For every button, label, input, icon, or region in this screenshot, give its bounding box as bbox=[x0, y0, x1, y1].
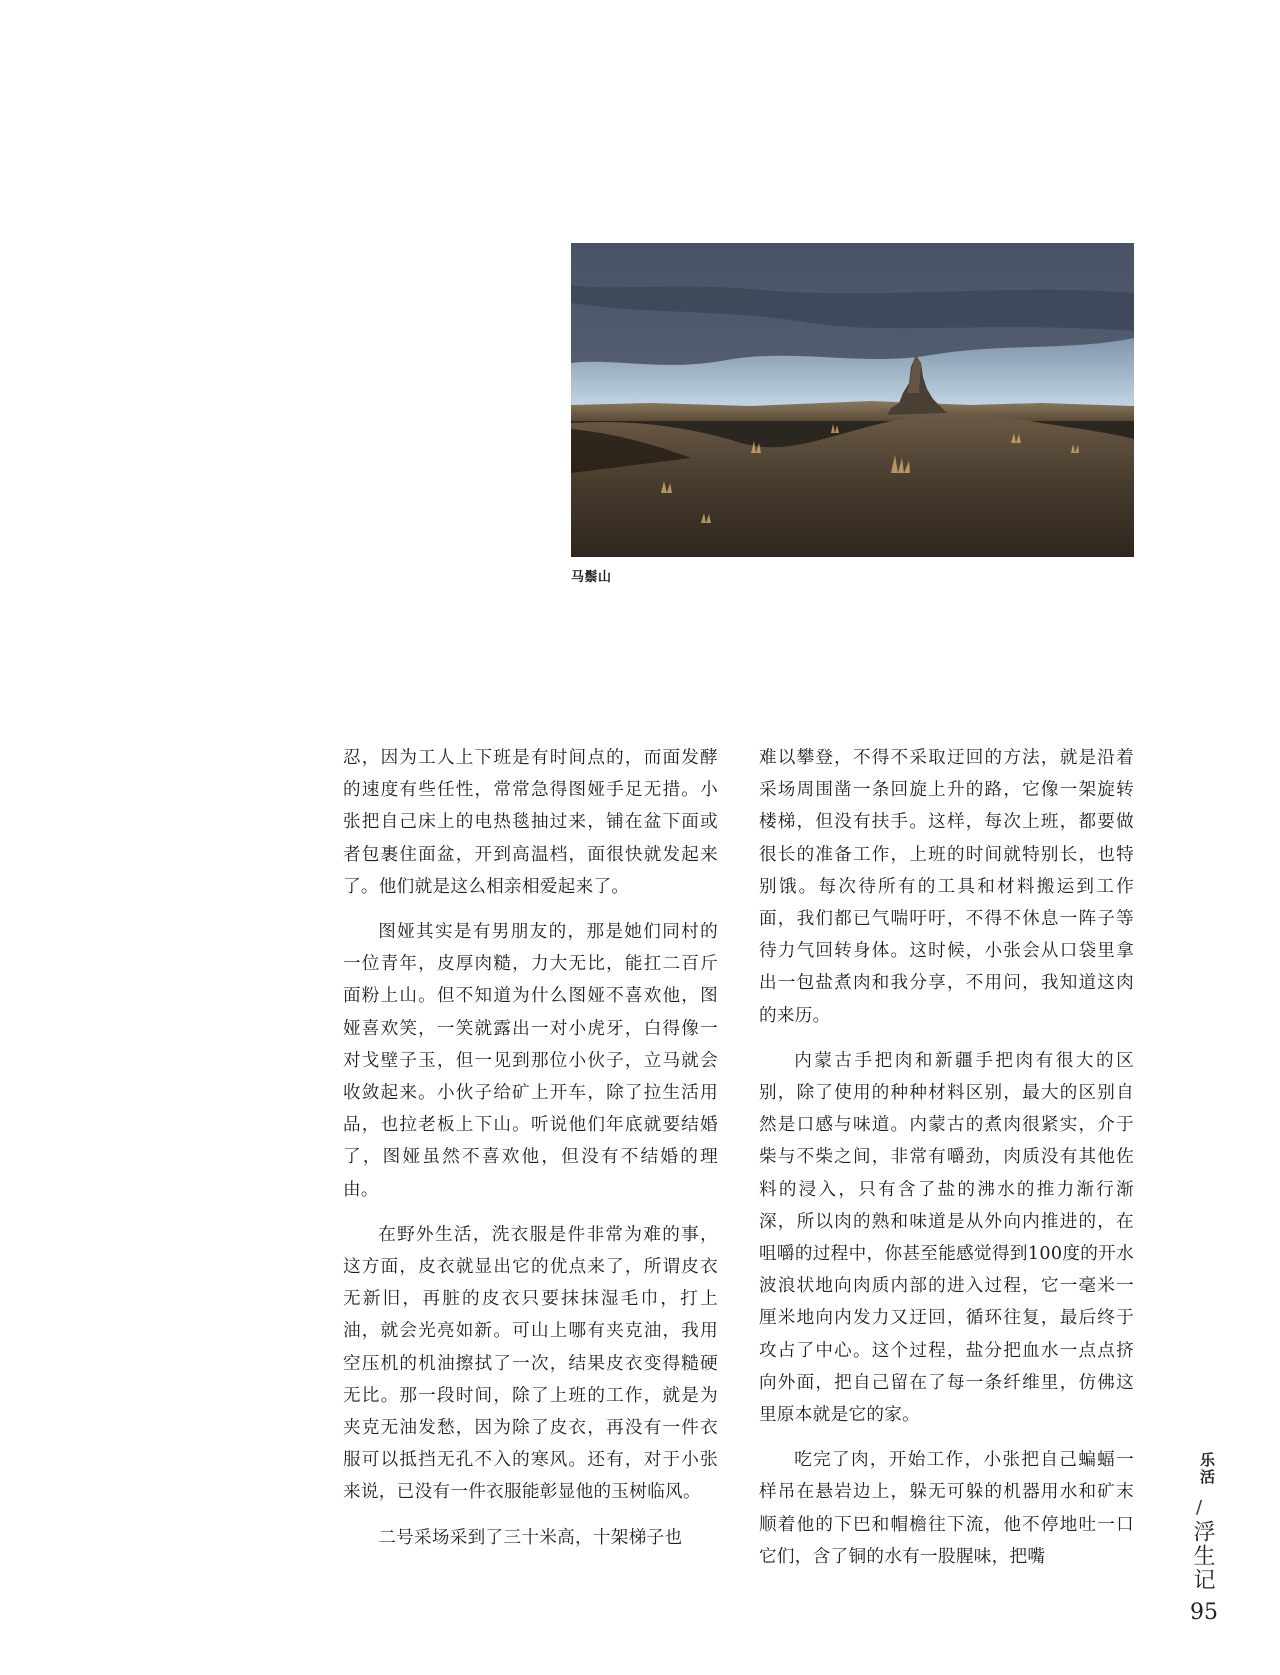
paragraph: 难以攀登，不得不采取迂回的方法，就是沿着采场周围凿一条回旋上升的路，它像一架旋转楼梯，但没有扶手。这样，每次上班，都要做很长的准备工作，上班的时间就特别长，也特别饿。每次待所有的工具和材料搬运到工作面，我们都已气喘吁吁，不得不休息一阵子等待力气回转身体。这时候，小张会从口袋里拿出一包盐煮肉和我分享，不用问，我知道这肉的来历。 bbox=[759, 748, 1134, 1026]
section-label: 乐活 bbox=[1198, 1452, 1216, 1486]
paragraph: 在野外生活，洗衣服是件非常为难的事，这方面，皮衣就显出它的优点来了，所谓皮衣无新旧，再脏的皮衣只要抹抹湿毛巾，打上油，就会光亮如新。可山上哪有夹克油，我用空压机的机油擦拭了一次，结果皮衣变得糙硬无比。那一段时间，除了上班的工作，就是为夹克无油发愁，因为除了皮衣，再没有一件衣服可以抵挡无孔不入的寒风。还有，对于小张来说，已没有一件衣服能彰显他的玉树临风。 bbox=[343, 1224, 718, 1503]
mazong-mountain-image bbox=[571, 243, 1134, 557]
paragraph: 图娅其实是有男朋友的，那是她们同村的一位青年，皮厚肉糙，力大无比，能扛二百斤面粉上山。但不知道为什么图娅不喜欢他，图娅喜欢笑，一笑就露出一对小虎牙，白得像一对戈壁子玉，但一见到那位小伙子，立马就会收敛起来。小伙子给矿上开车，除了拉生活用品，也拉老板上下山。听说他们年底就要结婚了，图娅虽然不喜欢他，但没有不结婚的理由。 bbox=[343, 922, 718, 1200]
paragraph: 吃完了肉，开始工作，小张把自己蝙蝠一样吊在悬岩边上，躲无可躲的机器用水和矿末顺着他的下巴和帽檐往下流，他不停地吐一口它们，含了铜的水有一股腥味，把嘴 bbox=[759, 1450, 1134, 1567]
paragraph: 忍，因为工人上下班是有时间点的，而面发酵的速度有些任性，常常急得图娅手足无措。小张把自己床上的电热毯抽过来，铺在盆下面或者包裹住面盆，开到高温档，面很快就发起来了。他们就是这么相亲相爱起来了。 bbox=[343, 748, 718, 897]
left-text-column bbox=[343, 742, 718, 1567]
section-divider: / bbox=[1196, 1497, 1203, 1518]
figure-caption: 马鬃山 bbox=[571, 570, 612, 585]
page-number: 95 bbox=[1190, 1600, 1218, 1625]
paragraph: 内蒙古手把肉和新疆手把肉有很大的区别，除了使用的种种材料区别，最大的区别自然是口感与味道。内蒙古的煮肉很紧实，介于柴与不柴之间，非常有嚼劲，肉质没有其他佐料的浸入，只有含了盐的沸水的推力渐行渐深，所以肉的熟和味道是从外向内推进的，在咀嚼的过程中，你甚至能感觉得到100度的开水波浪状地向肉质内部的进入过程，它一毫米一厘米地向内发力又迂回，循环往复，最后终于攻占了中心。这个过程，盐分把血水一点点挤向外面，把自己留在了每一条纤维里，仿佛这里原本就是它的家。 bbox=[759, 1050, 1134, 1426]
section-title: 浮生记 bbox=[1190, 1520, 1215, 1592]
right-text-column bbox=[759, 742, 1134, 1586]
paragraph: 二号采场采到了三十米高，十架梯子也 bbox=[378, 1527, 683, 1548]
landscape-photo bbox=[571, 243, 1134, 557]
